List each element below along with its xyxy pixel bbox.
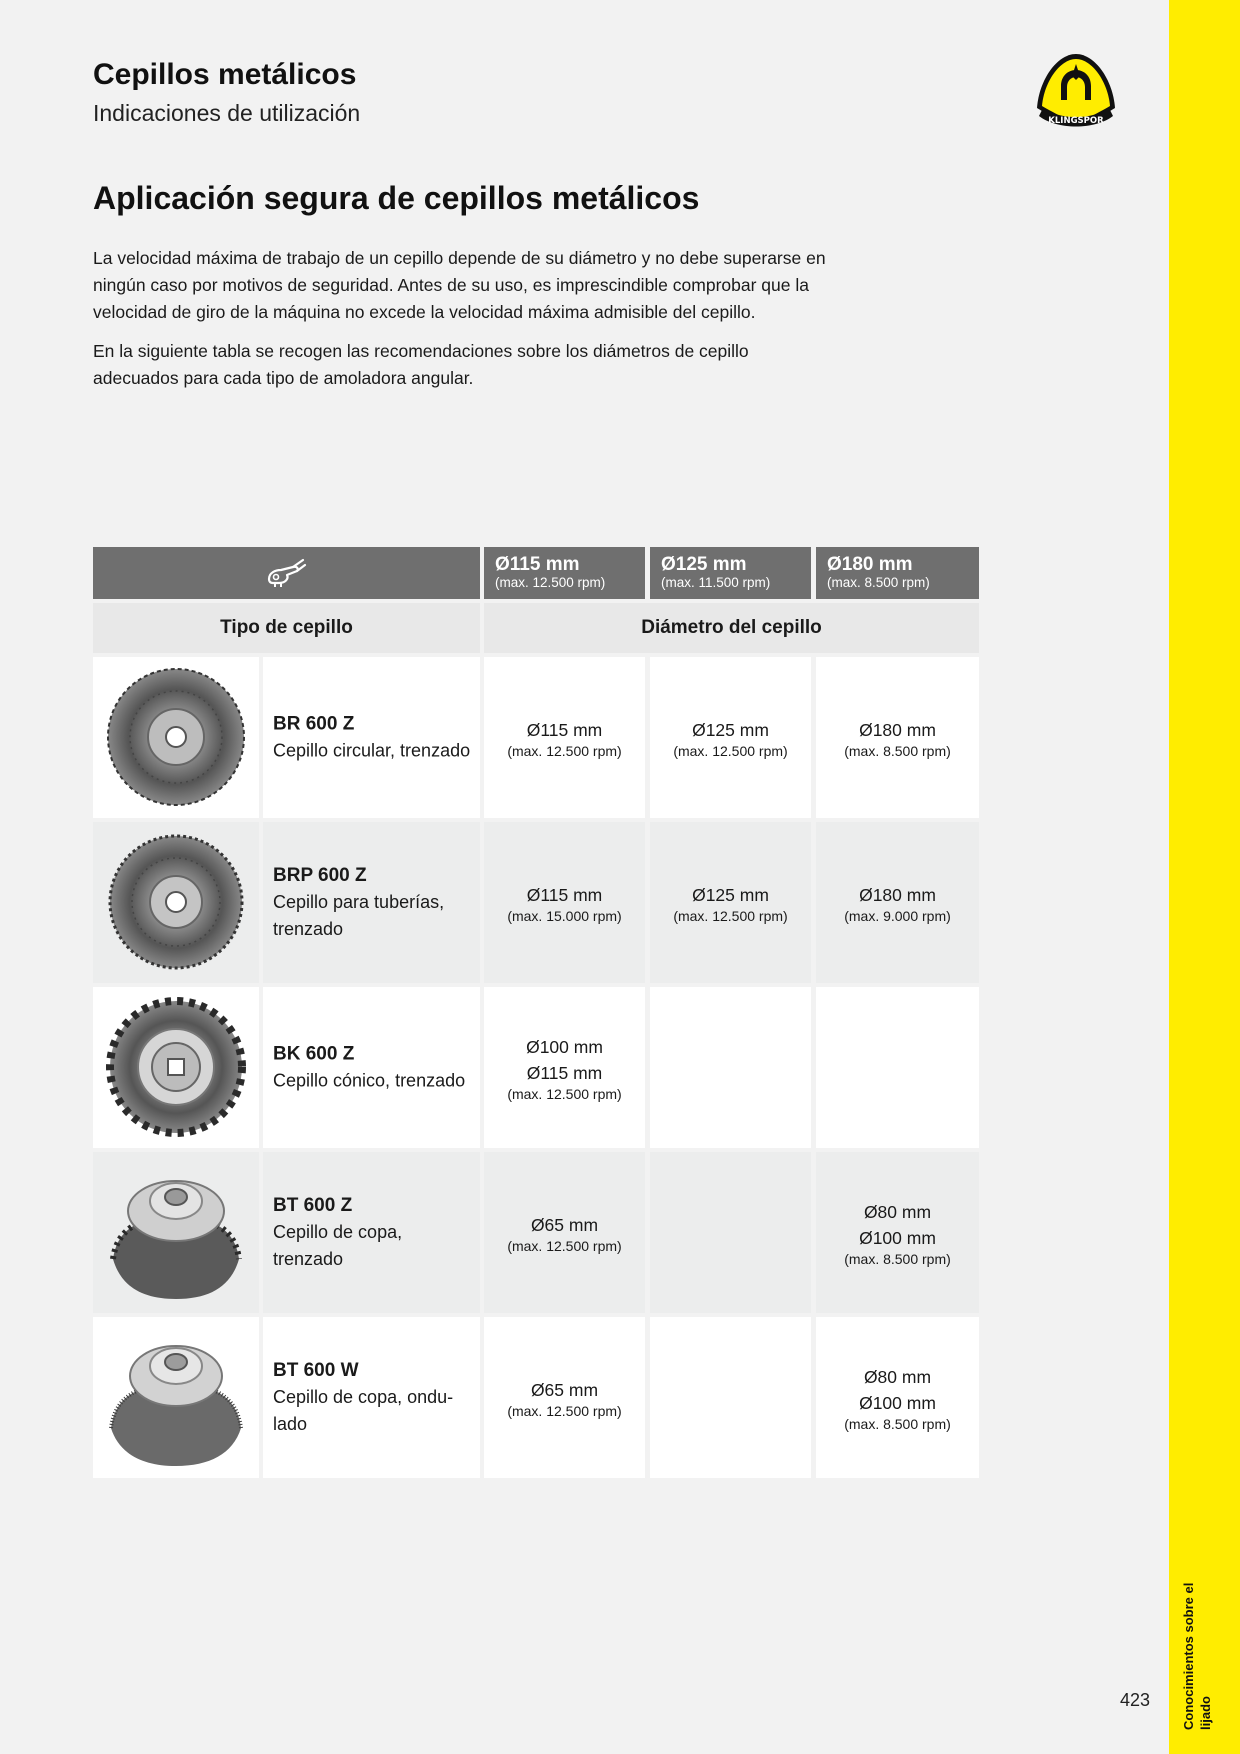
brush-diameter: Ø125 mm — [692, 884, 769, 905]
brush-image-bt600z — [93, 1152, 259, 1313]
diameter-cell — [484, 1152, 645, 1313]
side-accent-strip — [1169, 0, 1240, 1754]
diameter-cell-empty — [650, 1152, 811, 1313]
logo-text: KLINGSPOR — [1048, 116, 1104, 126]
sidebar-section-label — [1180, 1580, 1230, 1730]
col-diameter-label: Diámetro del cepillo — [484, 603, 979, 653]
brush-image-brp600z — [93, 822, 259, 983]
brush-diameter: Ø115 mm — [526, 719, 603, 740]
brush-rpm: (max. 12.500 rpm) — [507, 1085, 622, 1102]
sidebar-label-text: Conocimientos sobre el lijado — [1181, 1582, 1213, 1730]
machine-col-rpm: (max. 11.500 rpm) — [661, 575, 771, 590]
page-subtitle: Indicaciones de utilización — [93, 100, 361, 126]
machine-header-cell — [93, 547, 480, 599]
diameter-cell — [816, 657, 979, 818]
brush-rpm: (max. 12.500 rpm) — [673, 742, 788, 759]
brush-description: Cepillo de copa, ondu-lado — [273, 1386, 454, 1434]
diameter-cell — [816, 822, 979, 983]
machine-col-115 — [484, 547, 645, 599]
machine-col-rpm: (max. 12.500 rpm) — [495, 575, 606, 590]
brush-description: Cepillo cónico, trenzado — [273, 1070, 466, 1090]
diameter-cell — [484, 1317, 645, 1478]
brush-code: BK 600 Z — [273, 1043, 355, 1064]
brush-image-br600z — [93, 657, 259, 818]
brush-diameter-alt: Ø100 mm — [859, 1227, 936, 1248]
brush-code: BT 600 Z — [273, 1194, 353, 1216]
section-title: Aplicación segura de cepillos metálicos — [93, 180, 700, 216]
table-row — [93, 987, 979, 1148]
angle-grinder-icon — [265, 557, 309, 589]
table-intro-paragraph: En la siguiente tabla se recogen las recomendaciones sobre los diámetros de cepillo adecuados para cada tipo de amoladora angular. — [93, 341, 749, 388]
brush-rpm: (max. 9.000 rpm) — [844, 907, 951, 924]
col-type-label: Tipo de cepillo — [93, 603, 480, 653]
klingspor-logo — [1033, 50, 1119, 136]
brush-rpm: (max. 12.500 rpm) — [507, 1237, 622, 1254]
brush-diameter: Ø100 mm — [526, 1036, 603, 1057]
table-header-row — [93, 547, 979, 599]
brush-diameter: Ø125 mm — [692, 719, 769, 740]
table-row — [93, 1152, 979, 1313]
intro-paragraph: La velocidad máxima de trabajo de un cepillo depende de su diámetro y no debe superarse en ningún caso por motivos de seguridad. Antes de su uso, es imprescindible comprobar que la velocidad de giro de la máquina no excede la velocidad máxima admisible del cepillo. — [93, 248, 826, 322]
diameter-cell-empty — [650, 987, 811, 1148]
diameter-cell — [816, 1152, 979, 1313]
brush-code: BT 600 W — [273, 1359, 359, 1381]
table-row — [93, 1317, 979, 1478]
brush-rpm: (max. 8.500 rpm) — [844, 1415, 951, 1432]
table-row — [93, 822, 979, 983]
brush-diameter: Ø65 mm — [530, 1214, 599, 1235]
machine-col-rpm: (max. 8.500 rpm) — [827, 575, 930, 590]
table-subheader-row — [93, 603, 979, 653]
brush-rpm: (max. 12.500 rpm) — [507, 742, 622, 759]
brush-name-cell — [263, 987, 480, 1148]
brush-description: Cepillo circular, trenzado — [273, 740, 471, 760]
machine-col-125 — [650, 547, 811, 599]
brush-diameter: Ø115 mm — [526, 884, 603, 905]
machine-col-180 — [816, 547, 979, 599]
diameter-cell — [484, 987, 645, 1148]
brush-description: Cepillo para tuberías, trenzado — [273, 891, 445, 939]
brush-diameter: Ø65 mm — [530, 1379, 599, 1400]
diameter-cell — [816, 1317, 979, 1478]
page-title: Cepillos metálicos — [93, 58, 357, 91]
brush-rpm: (max. 8.500 rpm) — [844, 742, 951, 759]
brush-diameter: Ø180 mm — [859, 719, 936, 740]
brush-diameter-alt: Ø100 mm — [859, 1392, 936, 1413]
diameter-cell — [484, 822, 645, 983]
table-row — [93, 657, 979, 818]
brush-name-cell — [263, 657, 480, 818]
brush-description: Cepillo de copa, trenzado — [273, 1221, 403, 1269]
machine-col-diameter: Ø125 mm — [661, 554, 747, 575]
diameter-cell — [650, 657, 811, 818]
diameter-cell — [484, 657, 645, 818]
brush-image-bt600w — [93, 1317, 259, 1478]
brush-name-cell — [263, 1317, 480, 1478]
machine-col-diameter: Ø115 mm — [495, 554, 580, 575]
diameter-cell-empty — [816, 987, 979, 1148]
brush-rpm: (max. 8.500 rpm) — [844, 1250, 951, 1267]
machine-col-diameter: Ø180 mm — [827, 554, 913, 575]
brush-diameter: Ø80 mm — [863, 1201, 932, 1222]
brush-code: BR 600 Z — [273, 713, 355, 734]
brush-name-cell — [263, 1152, 480, 1313]
brush-diameter: Ø80 mm — [863, 1366, 932, 1387]
brush-rpm: (max. 15.000 rpm) — [507, 907, 622, 924]
brush-diameter: Ø180 mm — [859, 884, 936, 905]
brush-name-cell — [263, 822, 480, 983]
brush-rpm: (max. 12.500 rpm) — [507, 1402, 622, 1419]
diameter-cell-empty — [650, 1317, 811, 1478]
brush-image-bk600z — [93, 987, 259, 1148]
brush-diameter-alt: Ø115 mm — [526, 1062, 603, 1083]
diameter-cell — [650, 822, 811, 983]
brush-rpm: (max. 12.500 rpm) — [673, 907, 788, 924]
brush-code: BRP 600 Z — [273, 864, 367, 886]
page-number: 423 — [1119, 1690, 1150, 1710]
